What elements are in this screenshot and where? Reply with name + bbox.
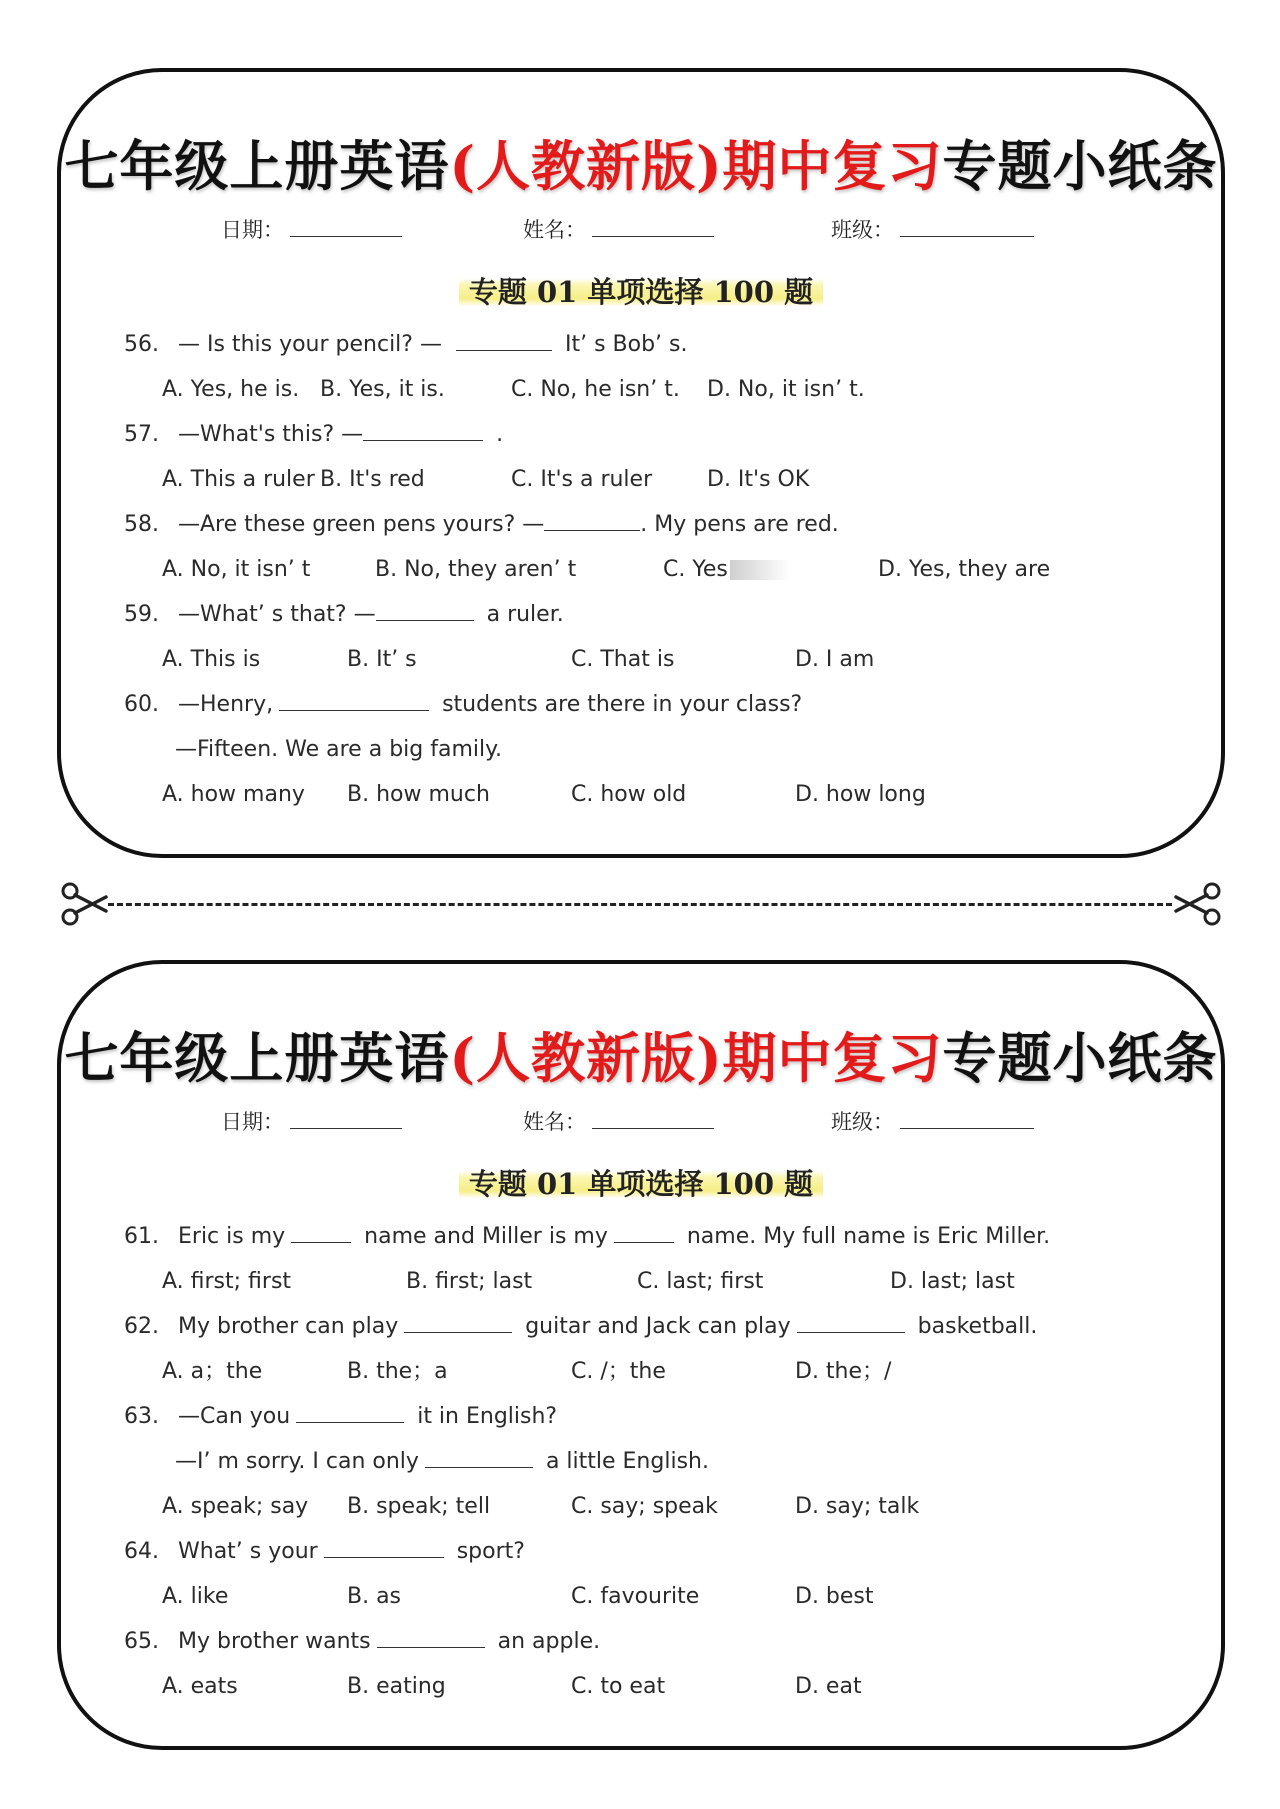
cut-line-divider xyxy=(108,903,1172,906)
option-c[interactable]: C. No, he isn’ t. xyxy=(511,377,680,402)
option-b[interactable]: B. how much xyxy=(347,782,490,807)
answer-blank[interactable] xyxy=(363,420,483,441)
worksheet-title xyxy=(61,1016,1221,1093)
option-b[interactable]: B. It’ s xyxy=(347,647,417,672)
option-a[interactable]: A. Yes, he is. xyxy=(162,377,300,402)
worksheet-title xyxy=(61,124,1221,201)
option-d[interactable]: D. Yes, they are xyxy=(878,557,1051,582)
question-text: sport? xyxy=(456,1539,525,1564)
option-a[interactable]: A. This is xyxy=(162,647,261,672)
option-b[interactable]: B. It's red xyxy=(320,467,425,492)
question-text: What’ s your xyxy=(178,1539,318,1564)
option-c[interactable]: C. favourite xyxy=(571,1584,700,1609)
answer-blank[interactable] xyxy=(279,690,429,711)
option-c[interactable]: C. last; first xyxy=(637,1269,764,1294)
answer-blank[interactable] xyxy=(797,1312,905,1333)
worksheet-card-1 xyxy=(57,68,1225,858)
question-number: 62. xyxy=(124,1314,159,1339)
date-blank[interactable] xyxy=(290,1110,402,1129)
question-57 xyxy=(124,420,503,450)
date-label: 日期： xyxy=(221,1110,284,1134)
question-text: — Is this your pencil? — xyxy=(178,332,442,357)
option-c[interactable]: C. /；the xyxy=(571,1359,666,1384)
question-text: name and Miller is my xyxy=(364,1224,608,1249)
question-text: —Henry, xyxy=(178,692,274,717)
question-text: guitar and Jack can play xyxy=(525,1314,791,1339)
title-part-grade: 七年级上册英语 xyxy=(64,134,450,198)
question-text: Eric is my xyxy=(178,1224,286,1249)
question-number: 60. xyxy=(124,692,159,717)
title-part-topic: 专题小纸条 xyxy=(942,134,1218,198)
answer-blank[interactable] xyxy=(377,1627,485,1648)
answer-blank[interactable] xyxy=(425,1447,533,1468)
option-d[interactable]: D. say; talk xyxy=(795,1494,920,1519)
option-a[interactable]: A. speak; say xyxy=(162,1494,309,1519)
question-63 xyxy=(124,1402,557,1432)
class-blank[interactable] xyxy=(900,218,1034,237)
question-text: . My pens are red. xyxy=(640,512,839,537)
option-d[interactable]: D. It's OK xyxy=(707,467,810,492)
option-a[interactable]: A. how many xyxy=(162,782,305,807)
question-59 xyxy=(124,600,564,630)
name-blank[interactable] xyxy=(592,1110,714,1129)
option-c[interactable]: C. It's a ruler xyxy=(511,467,653,492)
option-a[interactable]: A. eats xyxy=(162,1674,238,1699)
scissors-icon xyxy=(60,880,110,928)
answer-blank[interactable] xyxy=(324,1537,444,1558)
question-63-response xyxy=(175,1447,709,1477)
class-field xyxy=(831,1106,1034,1136)
option-a[interactable]: A. first; first xyxy=(162,1269,292,1294)
option-c[interactable]: C. say; speak xyxy=(571,1494,718,1519)
question-text: a little English. xyxy=(545,1449,709,1474)
question-64 xyxy=(124,1537,525,1567)
date-blank[interactable] xyxy=(290,218,402,237)
question-number: 63. xyxy=(124,1404,159,1429)
question-56 xyxy=(124,330,687,360)
name-field xyxy=(523,214,714,244)
question-text: name. My full name is Eric Miller. xyxy=(686,1224,1051,1249)
question-number: 65. xyxy=(124,1629,159,1654)
name-label: 姓名： xyxy=(523,218,586,242)
question-60-response: —Fifteen. We are a big family. xyxy=(175,737,502,762)
option-c[interactable]: C. how old xyxy=(571,782,687,807)
title-part-grade: 七年级上册英语 xyxy=(64,1026,450,1090)
option-a[interactable]: A. No, it isn’ t xyxy=(162,557,311,582)
question-number: 57. xyxy=(124,422,159,447)
question-text: My brother wants xyxy=(178,1629,371,1654)
question-text: . xyxy=(496,422,504,447)
question-text: an apple. xyxy=(497,1629,601,1654)
option-d[interactable]: D. I am xyxy=(795,647,875,672)
date-field xyxy=(221,214,402,244)
option-d[interactable]: D. the；/ xyxy=(795,1359,892,1384)
question-number: 59. xyxy=(124,602,159,627)
title-part-edition: (人教新版)期中复习 xyxy=(449,1026,943,1090)
answer-blank[interactable] xyxy=(291,1222,351,1243)
option-b[interactable]: B. No, they aren’ t xyxy=(375,557,577,582)
question-text: a ruler. xyxy=(486,602,564,627)
option-d[interactable]: D. No, it isn’ t. xyxy=(707,377,865,402)
answer-blank[interactable] xyxy=(404,1312,512,1333)
name-label: 姓名： xyxy=(523,1110,586,1134)
question-text: —Can you xyxy=(178,1404,291,1429)
blur-mark xyxy=(730,560,790,580)
answer-blank[interactable] xyxy=(544,510,640,531)
section-subtitle: 专题 01 单项选择 100 题 xyxy=(61,1162,1221,1203)
option-c[interactable]: C. to eat xyxy=(571,1674,666,1699)
title-part-edition: (人教新版)期中复习 xyxy=(449,134,943,198)
option-a[interactable]: A. like xyxy=(162,1584,229,1609)
question-text: it in English? xyxy=(417,1404,558,1429)
option-c[interactable]: C. Yes xyxy=(663,555,790,585)
scissors-icon xyxy=(1172,880,1222,928)
name-blank[interactable] xyxy=(592,218,714,237)
question-text: students are there in your class? xyxy=(442,692,803,717)
question-58 xyxy=(124,510,839,540)
question-number: 61. xyxy=(124,1224,159,1249)
question-61 xyxy=(124,1222,1050,1252)
question-number: 64. xyxy=(124,1539,159,1564)
date-field xyxy=(221,1106,402,1136)
answer-blank[interactable] xyxy=(296,1402,404,1423)
question-65 xyxy=(124,1627,600,1657)
option-d[interactable]: D. eat xyxy=(795,1674,862,1699)
option-b[interactable]: B. eating xyxy=(347,1674,446,1699)
question-text: —Are these green pens yours? — xyxy=(178,512,545,537)
option-d[interactable]: D. last; last xyxy=(890,1269,1015,1294)
option-a[interactable]: A. a；the xyxy=(162,1359,263,1384)
question-text: basketball. xyxy=(917,1314,1038,1339)
option-a[interactable]: A. This a ruler xyxy=(162,467,315,492)
option-d[interactable]: D. how long xyxy=(795,782,926,807)
question-text: —What's this? — xyxy=(178,422,364,447)
title-part-topic: 专题小纸条 xyxy=(942,1026,1218,1090)
name-field xyxy=(523,1106,714,1136)
question-60 xyxy=(124,690,802,720)
answer-blank[interactable] xyxy=(376,600,474,621)
option-b[interactable]: B. the；a xyxy=(347,1359,448,1384)
option-b[interactable]: B. Yes, it is. xyxy=(320,377,445,402)
question-number: 58. xyxy=(124,512,159,537)
section-subtitle: 专题 01 单项选择 100 题 xyxy=(61,270,1221,311)
question-text: —I’ m sorry. I can only xyxy=(175,1449,419,1474)
question-text: It’ s Bob’ s. xyxy=(564,332,688,357)
answer-blank[interactable] xyxy=(456,330,552,351)
class-label: 班级： xyxy=(831,218,894,242)
date-label: 日期： xyxy=(221,218,284,242)
option-b[interactable]: B. first; last xyxy=(406,1269,533,1294)
class-label: 班级： xyxy=(831,1110,894,1134)
worksheet-card-2 xyxy=(57,960,1225,1750)
option-c[interactable]: C. That is xyxy=(571,647,675,672)
question-text: —What’ s that? — xyxy=(178,602,376,627)
answer-blank[interactable] xyxy=(614,1222,674,1243)
question-62 xyxy=(124,1312,1037,1342)
option-b[interactable]: B. as xyxy=(347,1584,402,1609)
class-field xyxy=(831,214,1034,244)
option-d[interactable]: D. best xyxy=(795,1584,874,1609)
class-blank[interactable] xyxy=(900,1110,1034,1129)
question-number: 56. xyxy=(124,332,159,357)
question-text: My brother can play xyxy=(178,1314,399,1339)
option-b[interactable]: B. speak; tell xyxy=(347,1494,491,1519)
